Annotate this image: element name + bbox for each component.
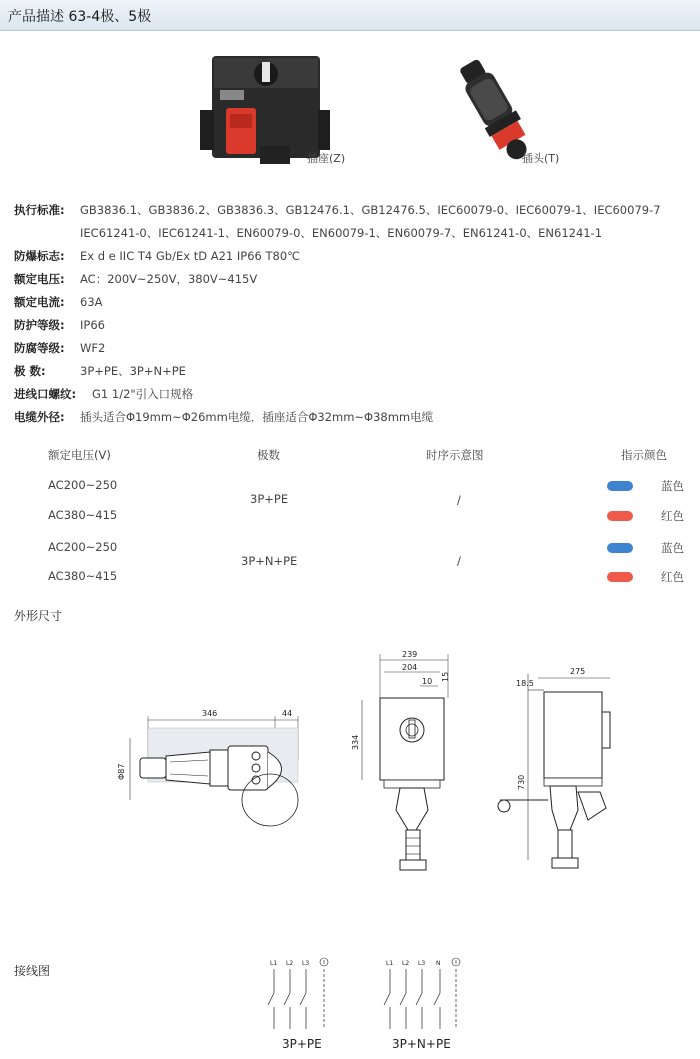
spec-explosion: 防爆标志: Ex d e IIC T4 Gb/Ex tD A21 IP66 T80℃ [14, 249, 301, 263]
plug-label: 插头(T) [522, 152, 560, 165]
wiring-right-terminal-2: L2 [402, 960, 410, 967]
table-voltage-2: AC380~415 [48, 508, 118, 522]
wiring-left-terminal-1: L1 [270, 960, 278, 967]
wiring-right-caption: 3P+N+PE [392, 1037, 451, 1051]
spec-thread: 进线口螺纹: G1 1/2"引入口规格 [14, 387, 194, 401]
table-header-voltage: 额定电压(V) [48, 448, 111, 462]
spec-poles: 极 数: 3P+PE、3P+N+PE [14, 364, 186, 378]
dim-plug-length: 346 [202, 709, 218, 718]
page-title: 产品描述 63-4极、5极 [8, 9, 152, 25]
table-voltage-3: AC200~250 [48, 540, 118, 554]
table-poles-2: 3P+N+PE [241, 554, 298, 568]
table-timing-1: / [457, 493, 461, 507]
table-color-2: 红色 [661, 509, 684, 523]
spec-standard: 执行标准: GB3836.1、GB3836.2、GB3836.3、GB12476.1、GB12476.5、IEC60079-0、IEC60079-1、IEC60079-7 [14, 203, 661, 217]
wiring-diagram-3p-n-pe [378, 955, 468, 1033]
table-color-3: 蓝色 [661, 541, 684, 555]
spec-standard-cont: IEC61241-0、IEC61241-1、EN60079-0、EN60079-1、EN60079-7、EN61241-0、EN61241-1 [80, 226, 603, 240]
table-header-color: 指示颜色 [621, 448, 667, 462]
table-voltage-4: AC380~415 [48, 569, 118, 583]
dim-socket-offset: 10 [422, 677, 433, 686]
table-color-4: 红色 [661, 570, 684, 584]
spec-protection: 防护等级: IP66 [14, 318, 105, 332]
indicator-blue-2 [607, 543, 633, 553]
wiring-left-terminal-2: L2 [286, 960, 294, 967]
dim-plug-cap: 44 [282, 709, 293, 718]
socket-label: 插座(Z) [307, 152, 346, 165]
wiring-right-terminal-3: L3 [418, 960, 426, 967]
table-poles-1: 3P+PE [250, 492, 289, 506]
wiring-right-terminal-1: L1 [386, 960, 394, 967]
dim-socket-height: 334 [351, 734, 360, 750]
section-header [0, 0, 700, 31]
dim-side-total: 275 [570, 667, 586, 676]
indicator-red-2 [607, 572, 633, 582]
dim-side-height: 730 [517, 774, 526, 790]
table-header-poles: 极数 [257, 448, 280, 462]
spec-cable: 电缆外径: 插头适合Φ19mm~Φ26mm电缆．插座适合Φ32mm~Φ38mm电缆 [14, 410, 434, 424]
dimensions-title: 外形尺寸 [14, 609, 63, 623]
socket-side-drawing [488, 660, 628, 875]
indicator-red-1 [607, 511, 633, 521]
plug-dimension-drawing [110, 700, 310, 840]
indicator-blue-1 [607, 481, 633, 491]
table-header-timing: 时序示意图 [426, 448, 484, 462]
dim-socket-inner: 204 [402, 663, 418, 672]
dim-side-offset: 18.5 [516, 679, 534, 688]
table-voltage-1: AC200~250 [48, 478, 118, 492]
socket-front-drawing [340, 640, 470, 880]
spec-corrosion: 防腐等级: WF2 [14, 341, 106, 355]
spec-voltage: 额定电压: AC：200V~250V，380V~415V [14, 272, 258, 286]
wiring-left-caption: 3P+PE [282, 1037, 322, 1051]
dim-plug-diameter: Φ87 [117, 763, 126, 780]
wiring-right-terminal-4: N [436, 960, 441, 967]
dim-socket-small: 15 [441, 671, 450, 682]
dim-socket-width: 239 [402, 650, 418, 659]
wiring-diagram-3p-pe [262, 955, 342, 1033]
wiring-left-terminal-3: L3 [302, 960, 310, 967]
table-color-1: 蓝色 [661, 479, 684, 493]
spec-current: 额定电流: 63A [14, 295, 103, 309]
wiring-title: 接线图 [14, 964, 51, 978]
table-timing-2: / [457, 554, 461, 568]
